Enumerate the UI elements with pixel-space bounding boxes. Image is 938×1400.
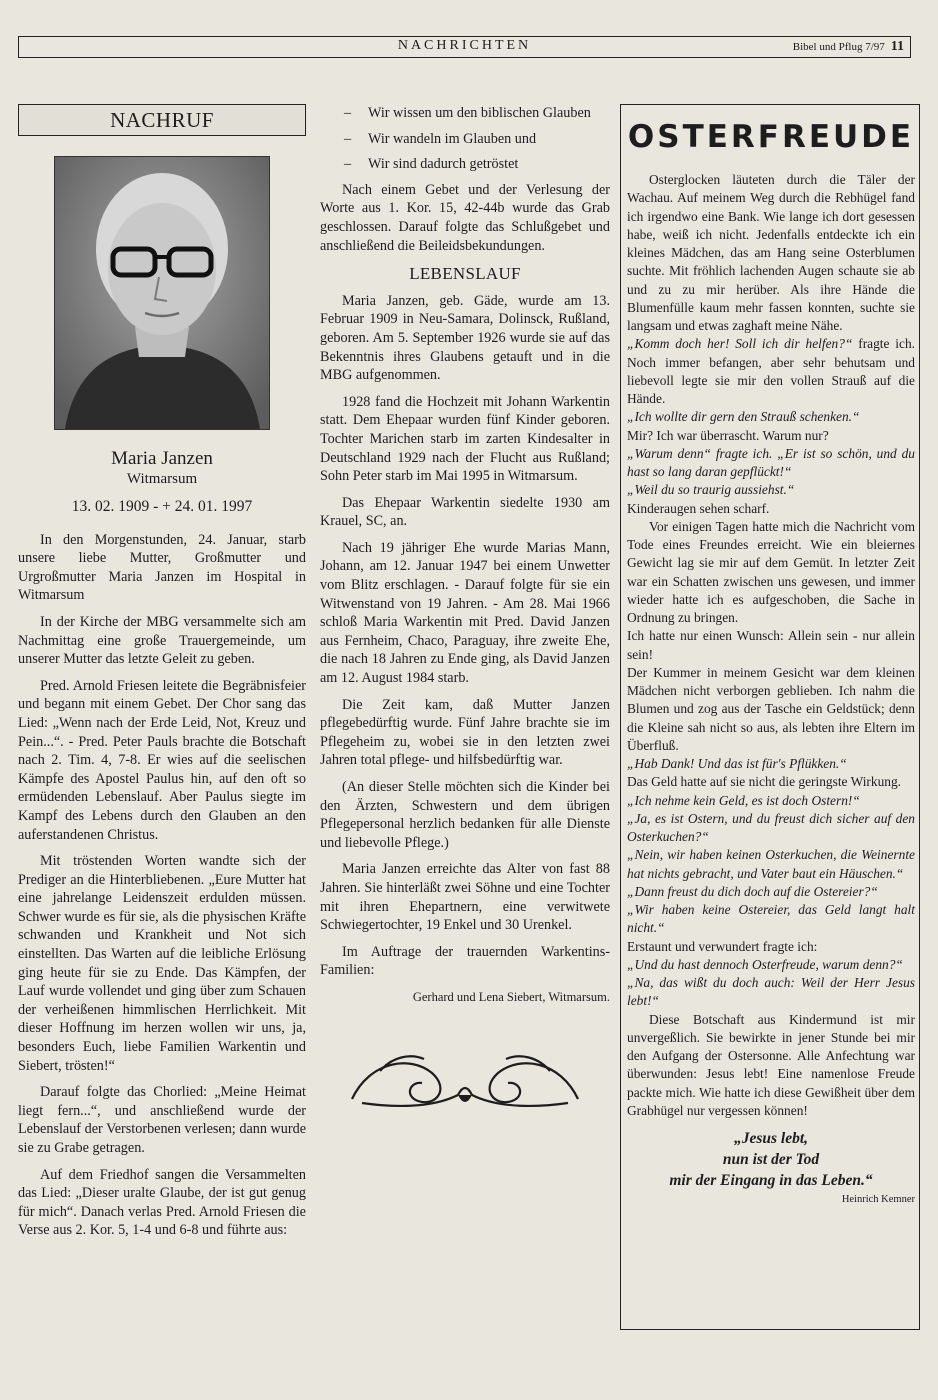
easter-paragraph	[627, 427, 915, 445]
narrative-text: Der Kummer in meinem Gesicht war dem kleinen Mädchen nicht verborgen geblieben. Ich nahm die Blumen und zog aus der Tasche ein Geldstück; denn die Kleine sah nicht so aus, als lebten ihre Eltern im Überfluß.	[627, 664, 915, 753]
dialogue-line: „Ich nehme kein Geld, es ist doch Ostern!“	[627, 792, 860, 808]
burial-paragraph: Nach einem Gebet und der Verlesung der Worte aus 1. Kor. 15, 42-44b wurde das Grab geschlossen. Darauf folgte das Schlußgebet und anschließend die Beileidsbekundungen.	[320, 181, 610, 254]
list-item: – Wir wissen um den biblischen Glauben	[320, 104, 610, 123]
life-dates: 13. 02. 1909 - + 24. 01. 1997	[71, 498, 253, 515]
easter-paragraph	[627, 773, 915, 791]
signature: Gerhard und Lena Siebert, Witmarsum.	[412, 989, 610, 1004]
dialogue-line: „Na, das wißt du doch auch: Weil der Herr Jesus lebt!“	[627, 975, 915, 1009]
easter-paragraph	[627, 755, 915, 773]
dialogue-line: „Ja, es ist Ostern, und du freust dich sicher auf den Osterkuchen?“	[627, 810, 915, 844]
narrative-text: fragte ich. Noch immer befangen, aber sehr behutsam und liebevoll legte sie mir den vollen Strauß auf die Hände.	[627, 336, 915, 406]
issue-info	[793, 39, 904, 55]
easter-paragraph	[627, 974, 915, 1011]
easter-paragraph	[627, 445, 915, 482]
faith-list	[320, 104, 610, 174]
list-item: – Wir wandeln im Glauben und	[320, 130, 610, 149]
easter-paragraph	[627, 846, 915, 883]
easter-paragraph	[627, 500, 915, 518]
easter-paragraph	[627, 518, 915, 628]
easter-story-box	[620, 104, 920, 1330]
biography-paragraph: Maria Janzen erreichte das Alter von fast 88 Jahren. Sie hinterläßt zwei Söhne und eine Tochter mit ihren Ehepartnern, eine verwitwete Schwiegertochter, 19 Enkel und 30 Urenkel.	[320, 861, 610, 934]
obituary-paragraph: Auf dem Friedhof sangen die Versammelten das Lied: „Dieser uralte Glaube, der ist gut genug für mich“. Danach verlas Pred. Arnold Friesen die Verse aus 2. Kor. 5, 1-4 und 6-8 und führte aus:	[18, 1166, 306, 1239]
list-item: – Wir sind dadurch getröstet	[320, 155, 610, 174]
easter-story-text	[627, 171, 915, 1120]
narrative-text: Osterglocken läuteten durch die Täler der Wachau. Auf meinem Weg durch die Rebhügel fand ich irgendwo eine Bank. Wie lange ich dort gesessen habe, weiß ich nicht. Jedenfalls entdeckte ich ein kleines Mädchen, das am Hang seine Osterblumen suchte. Mit fröhlich lachenden Augen schaute sie ab und zu zu mir herüber. Als ihre Hände die Blumenfülle kaum mehr fassen konnten, suchte sie langsam und etwas zaghaft meine Nähe.	[627, 172, 915, 333]
obituary-paragraph: In der Kirche der MBG versammelte sich am Nachmittag eine große Trauergemeinde, um unserer Mutter das letzte Geleit zu geben.	[18, 613, 306, 668]
section-title: NACHRICHTEN	[397, 38, 532, 53]
narrative-text: Ich hatte nur einen Wunsch: Allein sein - nur allein sein!	[627, 628, 915, 662]
easter-paragraph	[627, 171, 915, 335]
deceased-town: Witmarsum	[126, 471, 198, 487]
portrait-photo	[54, 156, 270, 430]
issue-label: Bibel und Pflug 7/97	[792, 41, 885, 53]
narrative-text: Erstaunt und verwundert fragte ich:	[627, 938, 818, 954]
floral-ornament	[320, 1051, 610, 1119]
dialogue-line: „Nein, wir haben keinen Osterkuchen, die Weinernte hat nichts gebracht, und Vater baut ein Häuschen.“	[627, 847, 915, 881]
obituary-paragraph: Mit tröstenden Worten wandte sich der Prediger an die Hinterbliebenen. „Eure Mutter hat eine jahrelange Leidenszeit erdulden müssen. Schwer wurde es für sie, als die physischen Kräfte schwanden und Krankheit und Not sich einstellten. Das Warten auf die leibliche Erlösung ging heute für sie zu Ende. Das Kämpfen, der Lauf wurde vollendet und ging über zum Schauen der verheißenen himmlischen Herrlichkeit. Mit dieser Hoffnung im herzen wollen wir uns, ja, besonders Euch, liebe Familien Warkentin und Siebert, trösten!“	[18, 853, 306, 1074]
closing-quote	[627, 1128, 915, 1191]
easter-paragraph	[627, 627, 915, 664]
biography-column	[320, 104, 610, 1118]
obituary-paragraph: Darauf folgte das Chorlied: „Meine Heimat liegt fern...“, und anschließend wurde der Lebenslauf der Verstorbenen verlesen; dann wurde sie zu Grabe getragen.	[18, 1084, 306, 1156]
page-number: 11	[890, 39, 904, 54]
biography-paragraph: Das Ehepaar Warkentin siedelte 1930 am Krauel, SC, an.	[320, 494, 610, 530]
dialogue-line: „Ich wollte dir gern den Strauß schenken.“	[627, 409, 860, 425]
biography-paragraph: Nach 19 jähriger Ehe wurde Marias Mann, Johann, am 12. Januar 1947 bei einem Unwetter vom Blitz erschlagen. - Darauf folgte für sie ein Witwenstand von 19 Jahren. - Am 28. Mai 1966 schloß Maria Warkentin mit Pred. David Janzen aus Fernheim, Chaco, Paraguay, ihre zweite Ehe, die nach 18 Jahren zu Ende ging, als David Janzen am 12. August 1984 starb.	[320, 539, 610, 687]
obituary-paragraph: Pred. Arnold Friesen leitete die Begräbnisfeier und begann mit einem Gebet. Der Chor sang das Lied: „Wenn nach der Erde Leid, Not, Kreuz und Pein...“. - Pred. Peter Pauls brachte die Botschaft nach 2. Tim. 4, 7-8. Er wies auf die seelischen Kämpfe des Apostel Paulus hin, auf den oft so ermüdenden Lebenslauf. Aber Paulus siegte im Kampf des Lebens durch den Glauben an den auferstandenen Christus.	[18, 677, 306, 843]
easter-paragraph	[627, 792, 915, 810]
dialogue-line: „Komm doch her! Soll ich dir helfen?“	[627, 336, 853, 352]
quote-author: Heinrich Kemner	[841, 1194, 915, 1205]
biography-paragraph: Die Zeit kam, daß Mutter Janzen pflegebedürftig wurde. Fünf Jahre brachte sie im Pflegeheim zu, wobei sie in den letzten zwei Jahren total pflege- und hilfsbedürftig war.	[320, 696, 610, 769]
biography-paragraph: Maria Janzen, geb. Gäde, wurde am 13. Februar 1909 in Neu-Samara, Dolinsck, Rußland, geboren. Am 5. September 1926 wurde sie auf das Bekenntnis ihres Glaubens getauft und in die MBG aufgenommen.	[320, 292, 610, 384]
quote-line: „Jesus lebt,	[733, 1130, 809, 1147]
easter-paragraph	[627, 938, 915, 956]
biography-heading: LEBENSLAUF	[409, 264, 521, 284]
dialogue-line: „Dann freust du dich doch auf die Ostereier?“	[627, 883, 878, 899]
easter-paragraph	[627, 810, 915, 847]
narrative-text: Kinderaugen sehen scharf.	[627, 500, 770, 516]
biography-paragraph: Im Auftrage der trauernden Warkentins-Familien:	[320, 943, 610, 979]
narrative-text: Vor einigen Tagen hatte mich die Nachricht vom Tode eines Freundes erreicht. Wie ein bleiernes Gewicht lag sie mir auf dem Gemüt. In letzter Zeit war ein Schatten zwischen uns gewesen, und immer wieder hatte ich es aufgeschoben, die Sache in Ordnung zu bringen.	[627, 518, 915, 625]
narrative-text: Mir? Ich war überrascht. Warum nur?	[627, 427, 829, 443]
easter-paragraph	[627, 1011, 915, 1121]
easter-paragraph	[627, 664, 915, 755]
obituary-column	[18, 104, 306, 1248]
dialogue-line: „Wir haben keine Ostereier, das Geld langt halt nicht.“	[627, 902, 915, 936]
easter-paragraph	[627, 408, 915, 426]
dialogue-line: „Weil du so traurig aussiehst.“	[627, 482, 795, 498]
easter-paragraph	[627, 901, 915, 938]
easter-paragraph	[627, 956, 915, 974]
quote-line: mir der Eingang in das Leben.“	[669, 1172, 873, 1189]
obituary-paragraph: In den Morgenstunden, 24. Januar, starb unsere liebe Mutter, Großmutter und Urgroßmutter Maria Janzen im Hospital in Witmarsum	[18, 531, 306, 604]
easter-paragraph	[627, 883, 915, 901]
biography-paragraph: (An dieser Stelle möchten sich die Kinder bei den Ärzten, Schwestern und dem übrigen Pflegepersonal herzlich bedanken für alle Dienste und liebevolle Pflege.)	[320, 779, 610, 851]
narrative-text: Das Geld hatte auf sie nicht die geringste Wirkung.	[627, 774, 902, 790]
quote-line: nun ist der Tod	[722, 1151, 820, 1168]
dialogue-line: „Warum denn“ fragte ich. „Er ist so schön, und du hast so lang daran gepflückt!“	[627, 445, 915, 479]
biography-paragraph: 1928 fand die Hochzeit mit Johann Warkentin statt. Dem Ehepaar wurden fünf Kinder geboren. Tochter Marichen starb im zarten Kindesalter in Deutschland 1929 nach der Flucht aus Rußland; Sohn Peter starb im Mai 1995 in Witmarsum.	[320, 393, 610, 485]
page-header	[18, 36, 911, 58]
easter-paragraph	[627, 335, 915, 408]
dialogue-line: „Und du hast dennoch Osterfreude, warum denn?“	[627, 956, 903, 972]
narrative-text: Diese Botschaft aus Kindermund ist mir unvergeßlich. Sie bewirkte in jener Stunde bei mir den Aufgang der Ostersonne. Alle Anfechtung war überwunden: Jesus lebt! Eine namenlose Freude packte mich. Wie hatte ich diese Gewißheit über dem Grabhügel nur vergessen können!	[627, 1011, 915, 1118]
obituary-heading: NACHRUF	[18, 104, 306, 136]
deceased-name: Maria Janzen	[111, 448, 213, 469]
easter-paragraph	[627, 481, 915, 499]
dialogue-line: „Hab Dank! Und das ist für's Pflükken.“	[627, 756, 847, 771]
easter-title: OSTERFREUDE	[627, 119, 915, 155]
